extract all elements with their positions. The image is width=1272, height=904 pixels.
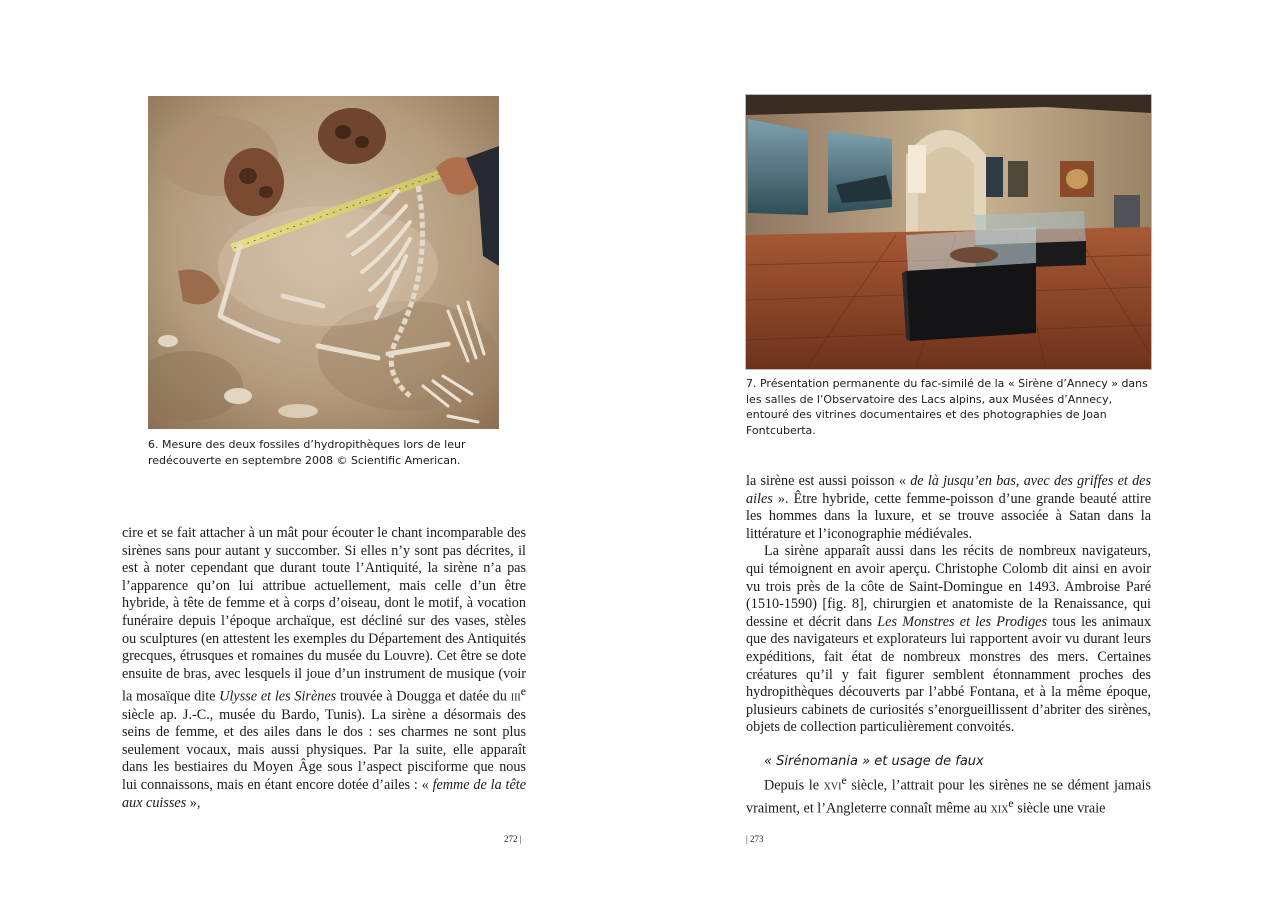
right-paragraph-1 <box>746 473 1151 543</box>
right-paragraph-3 <box>746 772 1151 819</box>
italic-title: Les Monstres et les Prodiges <box>877 613 1047 630</box>
fossil-skeletons-photo <box>148 96 499 429</box>
century-numeral: iii <box>510 689 521 706</box>
left-paragraph <box>122 525 526 812</box>
right-body-text <box>746 473 1151 819</box>
text-segment: », <box>186 794 201 811</box>
text-segment: siècle, l’attrait pour les sirènes ne se dément jamais vraiment, et l’Angleterre connaît même au <box>746 777 1151 817</box>
right-page <box>636 0 1272 904</box>
text-segment: cire et se fait attacher à un mât pour écouter le chant incomparable des sirènes sans pour autant y succomber. Si elles n’y sont pas décrites, il est à noter cependant que durant toute l’Antiquité, la sirène n’a pas l’apparence qu’on lui attribue actuellement, mais celle d’un être hybride, à tête de femme et à corps d’oiseau, dont le motif, à vocation funéraire depuis l’époque archaïque, est décliné sur des vases, stèles ou sculptures (en attestent les exemples du Département des Antiquités grecques, étrusques et romaines du musée du Louvre). Cet être se dote ensuite de bras, avec lesquels il joue d’un instrument de musique (voir la mosaïque dite <box>122 525 526 706</box>
century-numeral: xvi <box>823 777 842 794</box>
italic-quote: de là jusqu’en bas, avec des griffes et des ailes <box>746 473 1151 507</box>
museum-exhibition-room-photo <box>746 95 1151 369</box>
section-subheading: « Sirénomania » et usage de faux <box>764 753 984 769</box>
century-numeral: xix <box>990 800 1009 817</box>
text-segment: siècle une vraie <box>1013 800 1106 817</box>
text-segment: La sirène apparaît aussi dans les récits de nombreux navigateurs, qui témoignent en avoir aperçu. Christophe Colomb dit ainsi en avoir vu trois près de la côte de Saint-Domingue en 1493. Ambroise Paré (1510-1590) [fig. 8], chirurgien et anatomiste de la Renaissance, qui dessine et décrit dans <box>746 543 1151 630</box>
text-segment: ». Être hybride, cette femme-poisson d’une grande beauté attire les hommes dans la luxure, et se trouve associée à Satan dans la littérature et l’iconographie médiévales. <box>746 490 1151 542</box>
text-segment: siècle ap. J.-C., musée du Bardo, Tunis). La sirène a désormais des seins de femme, et des ailes dans le dos : ses charmes ne sont plus seulement vocaux, mais aussi physiques. Par la suite, elle apparaît dans les bestiaires du Moyen Âge sous l’aspect pisciforme que nous lui connaissons, mais en étant encore dotée d’ailes : « <box>122 706 526 794</box>
figure-7-caption: 7. Présentation permanente du fac-similé de la « Sirène d’Annecy » dans les salles de l’Observatoire des Lacs alpins, aux Musées d’Annecy, entouré des vitrines documentaires et des photographies de Joan Fontcuberta. <box>746 377 1148 437</box>
italic-title: Ulysse et les Sirènes <box>219 689 337 706</box>
right-paragraph-2 <box>746 543 1151 737</box>
text-segment: tous les animaux que des navigateurs et explorateurs lui rapportent avoir vu durant leurs expéditions, fait état de nombreux monstres des mers. Certaines créatures qu’il y fait figurer semblent étonnamment proches des hydropithèques découverts par l’abbé Fontana, et à la même époque, plusieurs cabinets de curiosités s’enorgueillissent d’abriter des sirènes, objets de collection particulièrement convoités. <box>746 613 1151 736</box>
italic-quote: femme de la tête aux cuisses <box>122 777 526 811</box>
ordinal-suffix: e <box>1008 796 1014 811</box>
text-segment: Depuis le <box>764 777 824 794</box>
text-segment: la sirène est aussi poisson « <box>746 473 911 489</box>
text-segment: trouvée à Dougga et datée du <box>336 689 511 706</box>
ordinal-suffix: e <box>520 684 526 699</box>
ordinal-suffix: e <box>841 772 847 787</box>
figure-6-caption: 6. Mesure des deux fossiles d’hydropithèques lors de leur redécouverte en septembre 2008 © Scientific American. <box>148 438 466 467</box>
page-number-right: | 273 <box>746 834 764 844</box>
left-body-text <box>122 525 526 812</box>
page-number-left: 272 | <box>504 834 522 844</box>
